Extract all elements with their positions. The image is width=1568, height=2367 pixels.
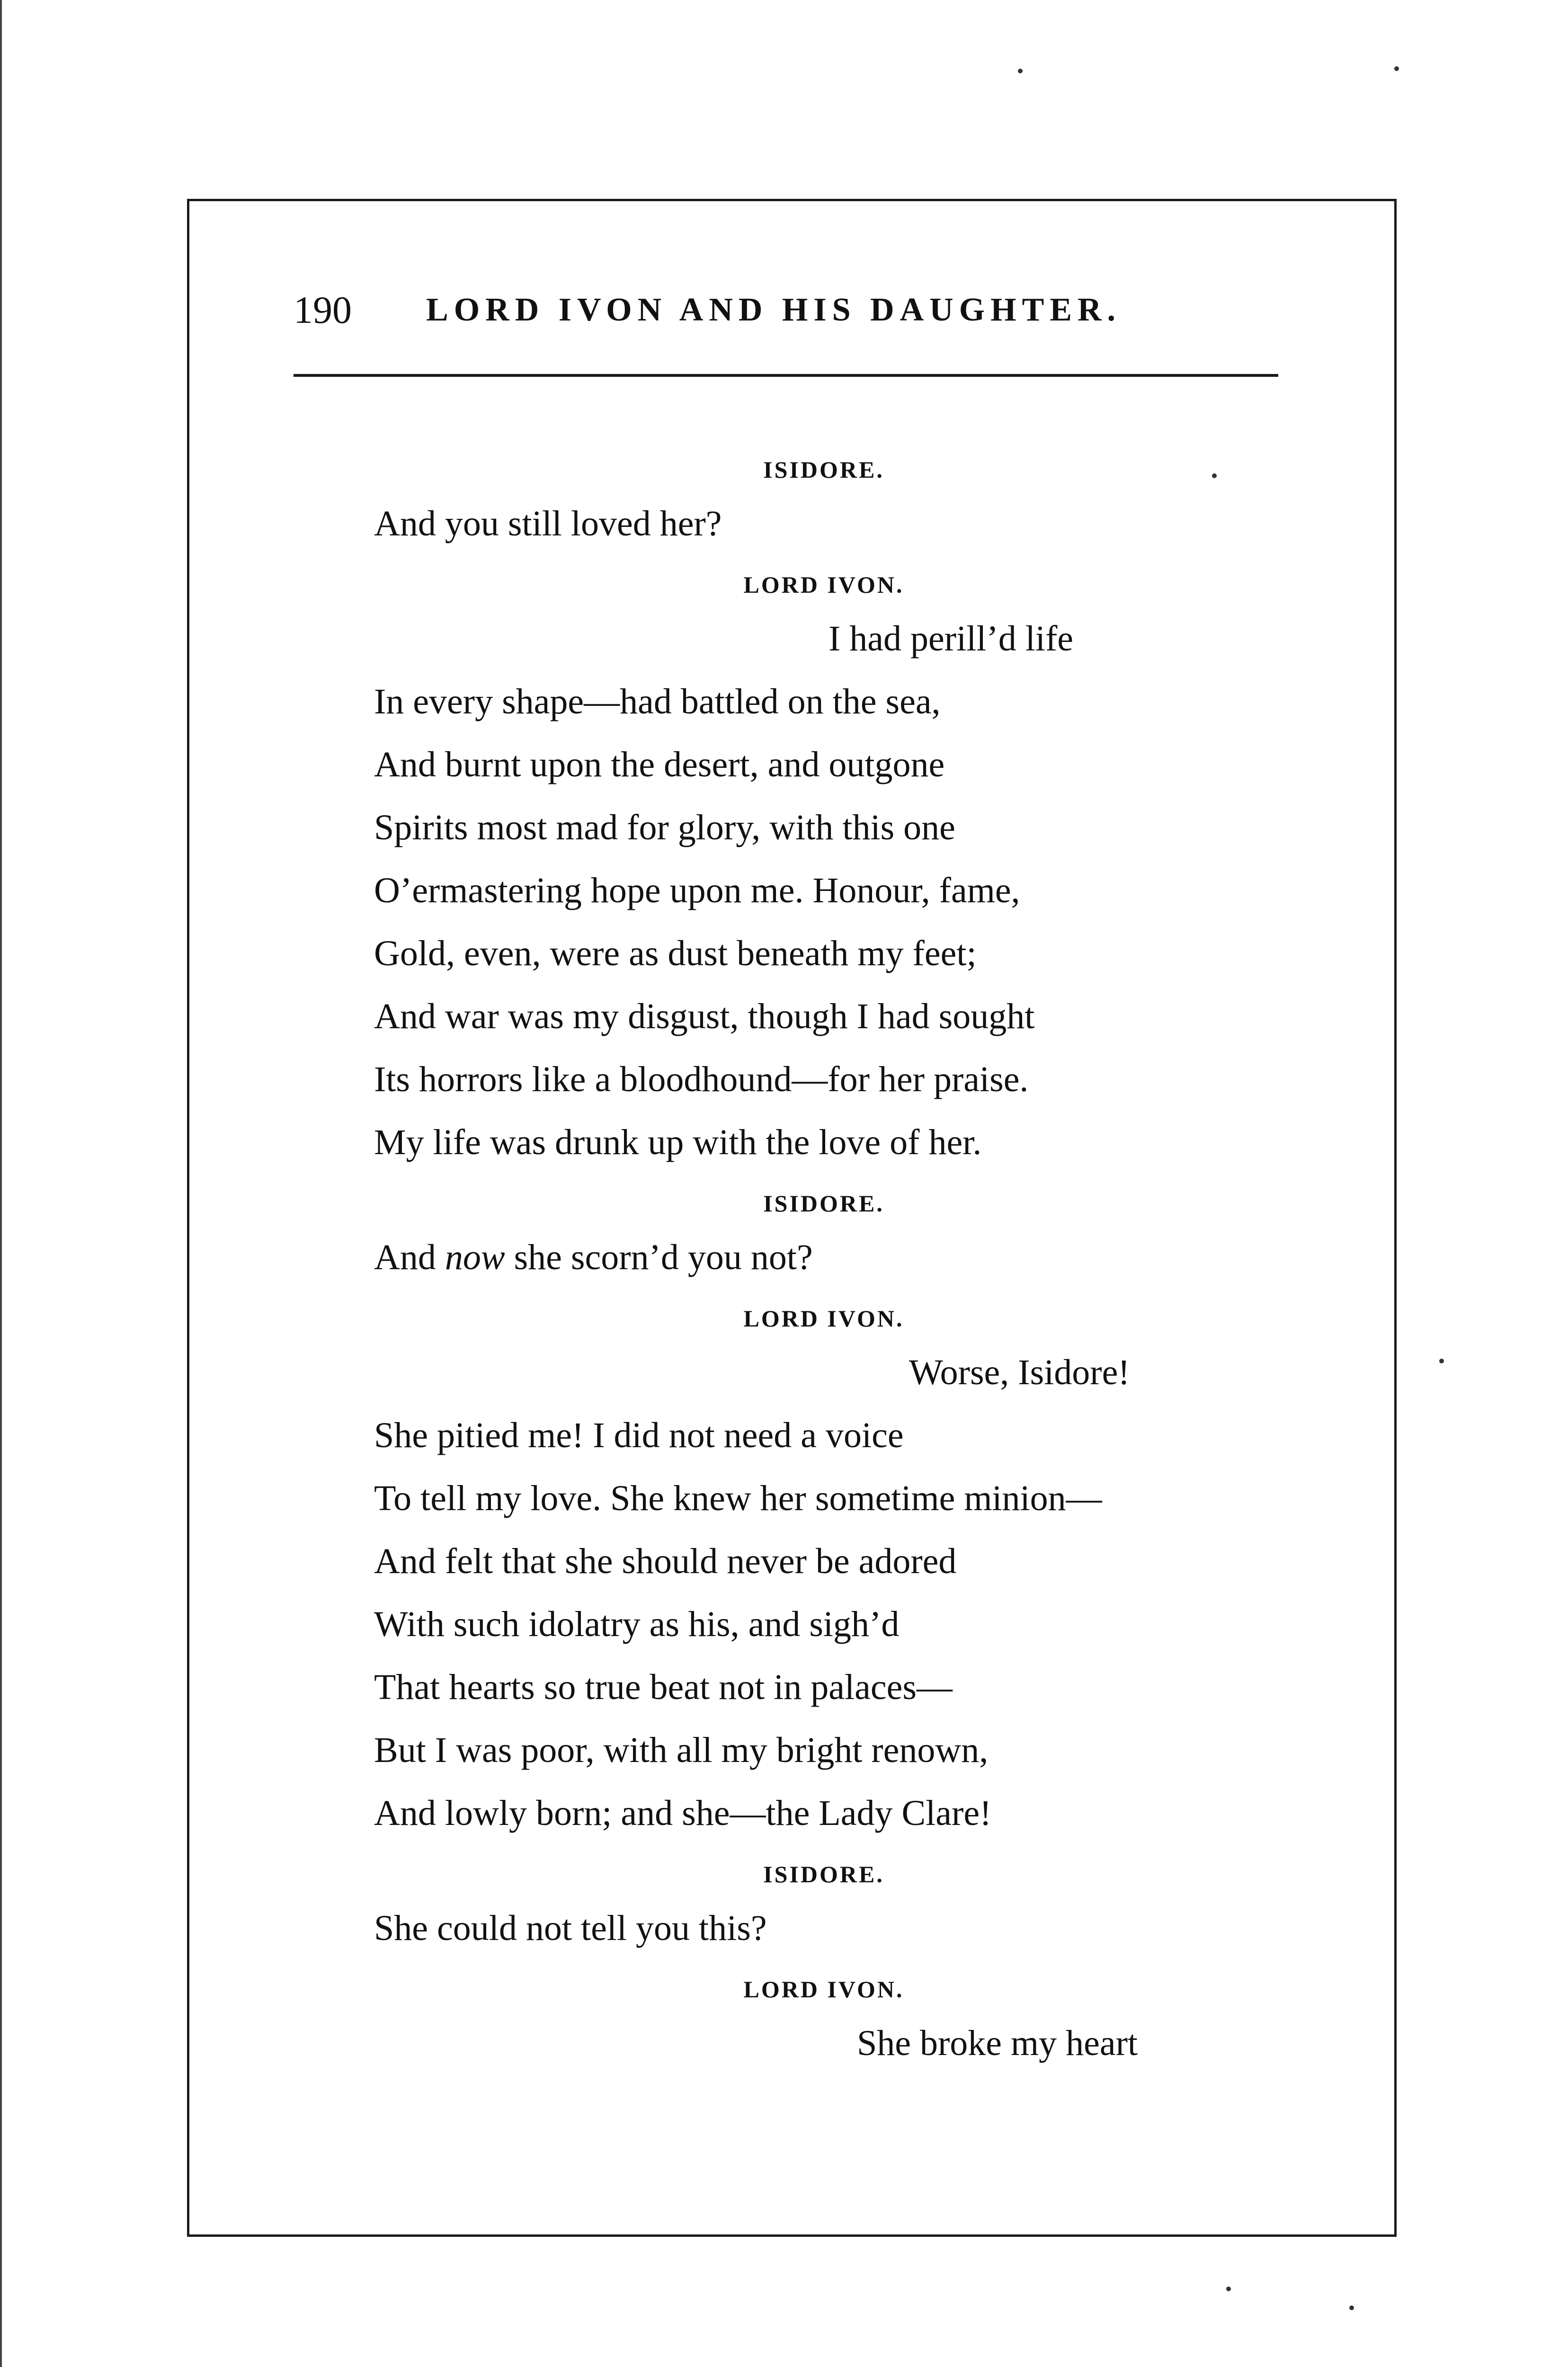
scan-speck [1439, 1359, 1444, 1363]
scan-speck [1394, 66, 1399, 71]
scan-speck [1018, 69, 1023, 73]
scan-speck [1226, 2287, 1231, 2291]
verse-line: And felt that she should never be adored [374, 1541, 957, 1581]
scan-speck [1349, 2305, 1354, 2310]
verse-line: In every shape—had battled on the sea, [374, 682, 941, 721]
verse-line: She could not tell you this? [374, 1908, 767, 1948]
verse-line: And burnt upon the desert, and outgone [374, 745, 945, 784]
page-edge-shadow [0, 0, 2, 2367]
speaker-name: ISIDORE. [763, 1861, 884, 1887]
verse-line: She broke my heart [857, 2023, 1138, 2063]
verse-text: she scorn’d you not? [505, 1237, 813, 1277]
running-head [294, 284, 1278, 336]
verse-text: And [374, 1237, 445, 1277]
verse-line: Its horrors like a bloodhound—for her praise. [374, 1059, 1029, 1099]
verse-line: And lowly born; and she—the Lady Clare! [374, 1793, 992, 1833]
verse-line: Worse, Isidore! [909, 1353, 1130, 1392]
verse-line: That hearts so true beat not in palaces— [374, 1667, 953, 1707]
speaker-name: ISIDORE. [763, 456, 884, 483]
verse-line: I had perill’d life [829, 619, 1074, 658]
page-number: 190 [294, 288, 352, 331]
verse-line [374, 1226, 1274, 1289]
verse-line: To tell my love. She knew her sometime minion— [374, 1478, 1102, 1518]
speaker-name: LORD IVON. [743, 1305, 904, 1332]
verse-line: My life was drunk up with the love of her. [374, 1122, 982, 1162]
verse-line: And war was my disgust, though I had sought [374, 997, 1035, 1036]
verse-line: She pitied me! I did not need a voice [374, 1415, 904, 1455]
play-text-body [374, 440, 1274, 2075]
speaker-name: LORD IVON. [743, 571, 904, 598]
speaker-name: ISIDORE. [763, 1190, 884, 1217]
verse-line: And you still loved her? [374, 504, 722, 543]
emphasized-word: now [445, 1237, 505, 1277]
header-rule [294, 374, 1278, 377]
verse-line: O’ermastering hope upon me. Honour, fame, [374, 871, 1020, 910]
scan-speck [1212, 473, 1217, 478]
verse-line: Gold, even, were as dust beneath my feet; [374, 934, 977, 973]
verse-line: But I was poor, with all my bright renown, [374, 1730, 989, 1770]
running-title: LORD IVON AND HIS DAUGHTER. [426, 292, 1122, 328]
verse-line: Spirits most mad for glory, with this one [374, 808, 955, 847]
speaker-name: LORD IVON. [743, 1976, 904, 2002]
verse-line: With such idolatry as his, and sigh’d [374, 1604, 900, 1644]
